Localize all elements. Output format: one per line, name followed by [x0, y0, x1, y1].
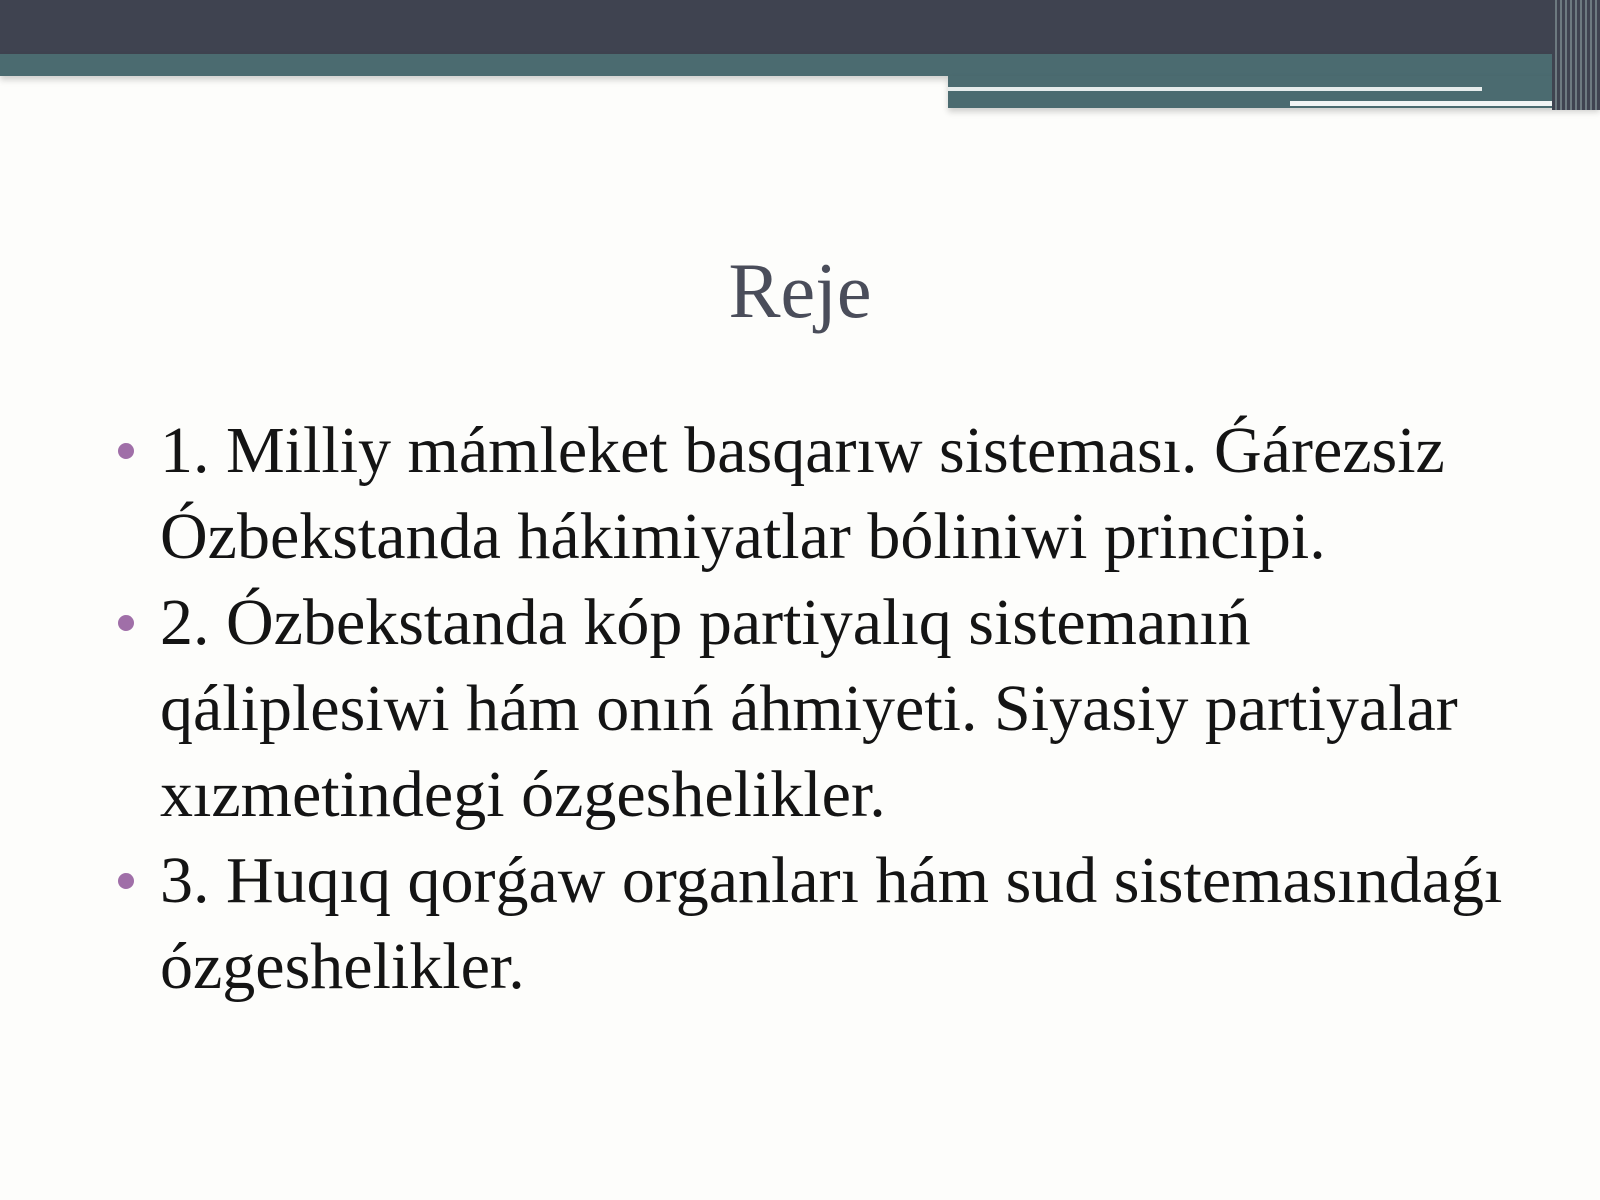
list-item-text: 3. Huqıq qorǵaw organları hám sud sistemasındaǵı ózgeshelikler.	[160, 844, 1503, 1003]
list-item-text: 1. Milliy mámleket basqarıw sisteması. Ǵárezsiz Ózbekstanda hákimiyatlar bóliniwi principi.	[160, 414, 1445, 573]
bullet-list	[112, 408, 1512, 1010]
header-accent-line	[1290, 101, 1570, 106]
header-band-dark	[0, 0, 1600, 54]
header-accent-line	[948, 87, 1482, 91]
header-stripes	[1552, 0, 1600, 110]
list-item	[112, 408, 1512, 580]
list-item-text: 2. Ózbekstanda kóp partiyalıq sistemanıń qáliplesiwi hám onıń áhmiyeti. Siyasiy partiyalar xızmetindegi ózgeshelikler.	[160, 586, 1458, 831]
list-item	[112, 580, 1512, 838]
bullet-icon	[118, 615, 134, 631]
bullet-icon	[118, 873, 134, 889]
list-item	[112, 838, 1512, 1010]
bullet-icon	[118, 443, 134, 459]
header-band-teal	[0, 54, 1600, 76]
slide-title: Reje	[728, 247, 872, 334]
